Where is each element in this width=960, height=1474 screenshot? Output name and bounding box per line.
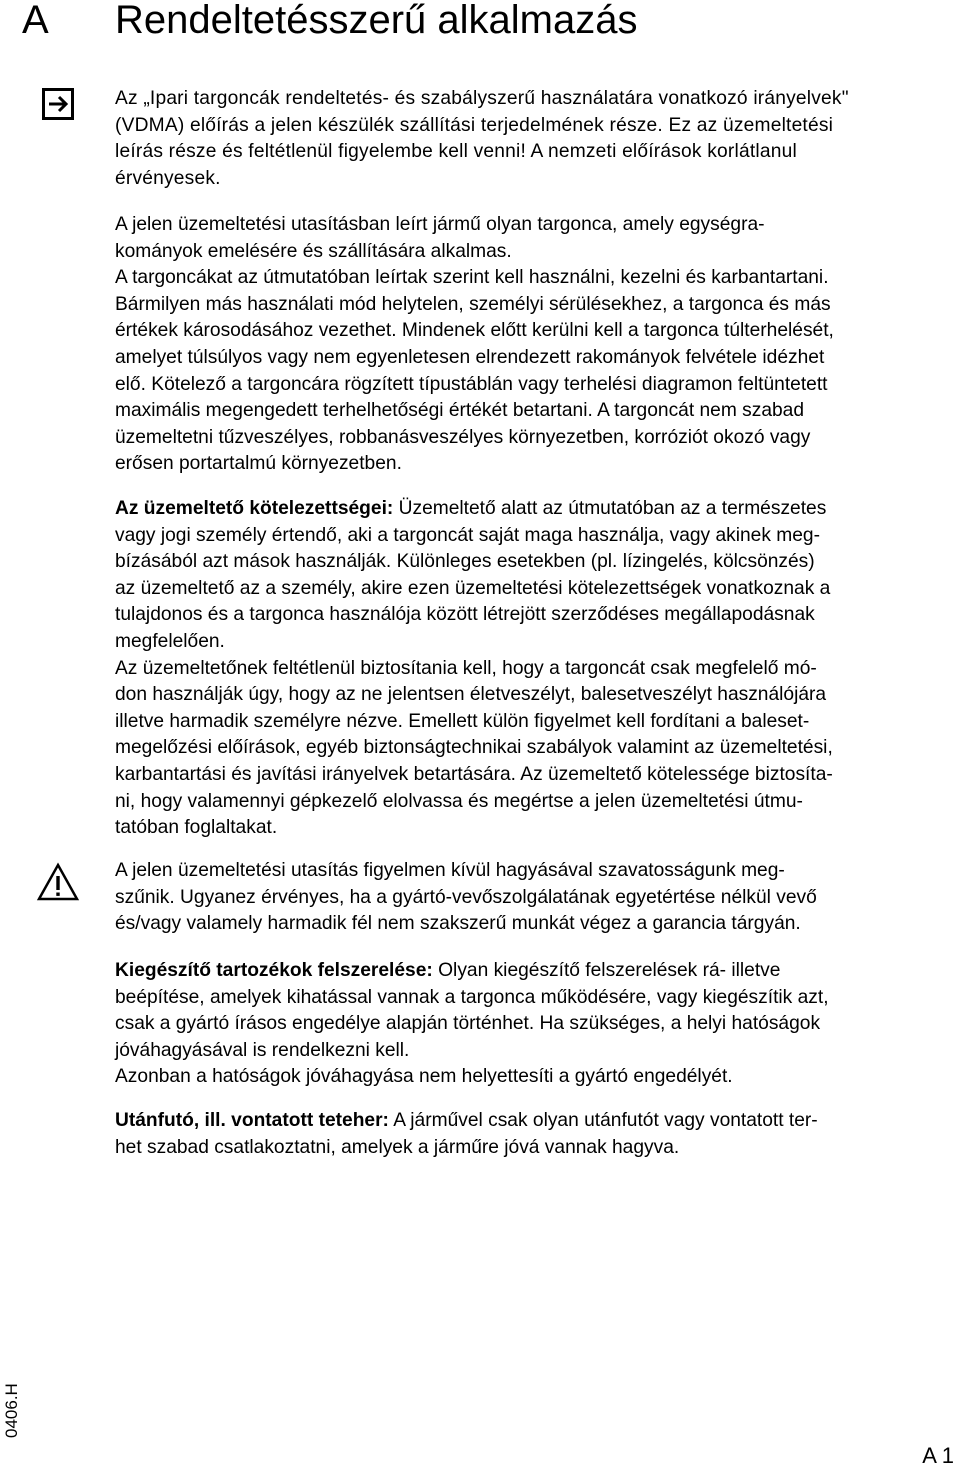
- text-line: jóváhagyásával is rendelkezni kell.: [115, 1039, 410, 1061]
- text-line: megelőzési előírások, egyéb biztonságtechnikai szabályok valamint az üzemeltetési,: [115, 737, 833, 759]
- text-line: tatóban foglaltakat.: [115, 817, 278, 839]
- text-line: karbantartási és javítási irányelvek betartására. Az üzemeltető kötelessége biztosíta-: [115, 763, 833, 785]
- text-line: Az „Ipari targoncák rendeltetés- és szabályszerű használatára vonatkozó irányelvek": [115, 88, 849, 109]
- text-line: amelyet túlsúlyos vagy nem egyenletesen elrendezett rakományok felvétele idézhet: [115, 346, 825, 368]
- text-line: beépítése, amelyek kihatással vannak a targonca működésére, vagy kiegészítik azt,: [115, 986, 829, 1008]
- operator-obligations-paragraph: [115, 496, 955, 842]
- text-line: érvényesek.: [115, 167, 221, 189]
- section-heading: Az üzemeltető kötelezettségei:: [115, 498, 394, 519]
- text-line: az üzemeltető az a személy, akire ezen üzemeltetési kötelezettségek vonatkoznak a: [115, 577, 831, 599]
- arrow-right-box-icon: [42, 88, 74, 120]
- text-line: szűnik. Ugyanez érvényes, ha a gyártó-vevőszolgálatának egyetértése nélkül vevő: [115, 886, 817, 908]
- accessories-paragraph: [115, 958, 955, 1091]
- document-code: 0406.H: [2, 1383, 21, 1438]
- text-line: don használják úgy, hogy az ne jelentsen életveszélyt, balesetveszélyt használójára: [115, 684, 827, 706]
- text-line: Azonban a hatóságok jóváhagyása nem helyettesíti a gyártó engedélyét.: [115, 1066, 733, 1088]
- text-line: megfelelően.: [115, 630, 225, 652]
- text-line: Bármilyen más használati mód helytelen, személyi sérülésekhez, a targonca és más: [115, 293, 831, 315]
- text-fragment: A járművel csak olyan utánfutót vagy vontatott ter-: [388, 1110, 818, 1131]
- text-line: kományok emelésére és szállítására alkalmas.: [115, 240, 512, 262]
- text-line: értékek károsodásához vezethet. Mindenek előtt kerülni kell a targonca túlterhelését,: [115, 320, 834, 342]
- text-line: illetve harmadik személyre nézve. Emellett külön figyelmet kell fordítani a baleset-: [115, 710, 810, 732]
- trailer-paragraph: [115, 1108, 955, 1161]
- warranty-paragraph: [115, 858, 955, 938]
- intro-paragraph: [115, 86, 955, 192]
- text-fragment: Olyan kiegészítő felszerelések rá- illetve: [432, 960, 781, 981]
- text-line: leírás része és feltétlenül figyelembe kell venni! A nemzeti előírások korlátlanul: [115, 141, 797, 163]
- text-line: ni, hogy valamennyi gépkezelő elolvassa és megértse a jelen üzemeltetési útmu-: [115, 790, 803, 812]
- text-line: bízásából azt mások használják. Különleges esetekben (pl. lízingelés, kölcsönzés): [115, 551, 815, 573]
- warning-triangle-icon: [36, 862, 80, 902]
- text-line: erősen portartalmú környezetben.: [115, 453, 402, 475]
- text-line: A targoncákat az útmutatóban leírtak szerint kell használni, kezelni és karbantartani.: [115, 267, 829, 289]
- text-line: vagy jogi személy értendő, aki a targoncát saját maga használja, vagy akinek meg-: [115, 524, 820, 546]
- chapter-letter: A: [22, 0, 49, 42]
- text-line: tulajdonos és a targonca használója között létrejött szerződéses megállapodásnak: [115, 604, 815, 626]
- text-line: A jelen üzemeltetési utasításban leírt jármű olyan targonca, amely egységra-: [115, 214, 765, 235]
- text-line: és/vagy valamely harmadik fél nem szakszerű munkát végez a garancia tárgyán.: [115, 913, 801, 935]
- page-title: Rendeltetésszerű alkalmazás: [115, 0, 638, 42]
- text-line: het szabad csatlakoztatni, amelyek a járműre jóvá vannak hagyva.: [115, 1136, 680, 1158]
- text-line: maximális megengedett terhelhetőségi értékét betartani. A targoncát nem szabad: [115, 400, 805, 422]
- text-line: üzemeltetni tűzveszélyes, robbanásveszélyes környezetben, korróziót okozó vagy: [115, 426, 811, 448]
- section-heading: Kiegészítő tartozékok felszerelése:: [115, 960, 433, 981]
- intended-use-paragraph: [115, 212, 955, 478]
- text-line: [115, 496, 955, 523]
- text-line: (VDMA) előírás a jelen készülék szállítási terjedelmének része. Ez az üzemeltetési: [115, 114, 834, 136]
- text-line: A jelen üzemeltetési utasítás figyelmen kívül hagyásával szavatosságunk meg-: [115, 860, 785, 881]
- text-line: csak a gyártó írásos engedélye alapján történhet. Ha szükséges, a helyi hatóságok: [115, 1013, 821, 1035]
- text-line: Az üzemeltetőnek feltétlenül biztosítania kell, hogy a targoncát csak megfelelő mó-: [115, 657, 817, 679]
- text-line: [115, 958, 955, 985]
- text-fragment: Üzemeltető alatt az útmutatóban az a természetes: [393, 498, 827, 519]
- text-line: elő. Kötelező a targoncára rögzített típustáblán vagy terhelési diagramon feltüntetett: [115, 373, 828, 395]
- text-line: [115, 1108, 955, 1135]
- page-number: A 1: [922, 1443, 954, 1468]
- section-heading: Utánfutó, ill. vontatott teteher:: [115, 1110, 389, 1131]
